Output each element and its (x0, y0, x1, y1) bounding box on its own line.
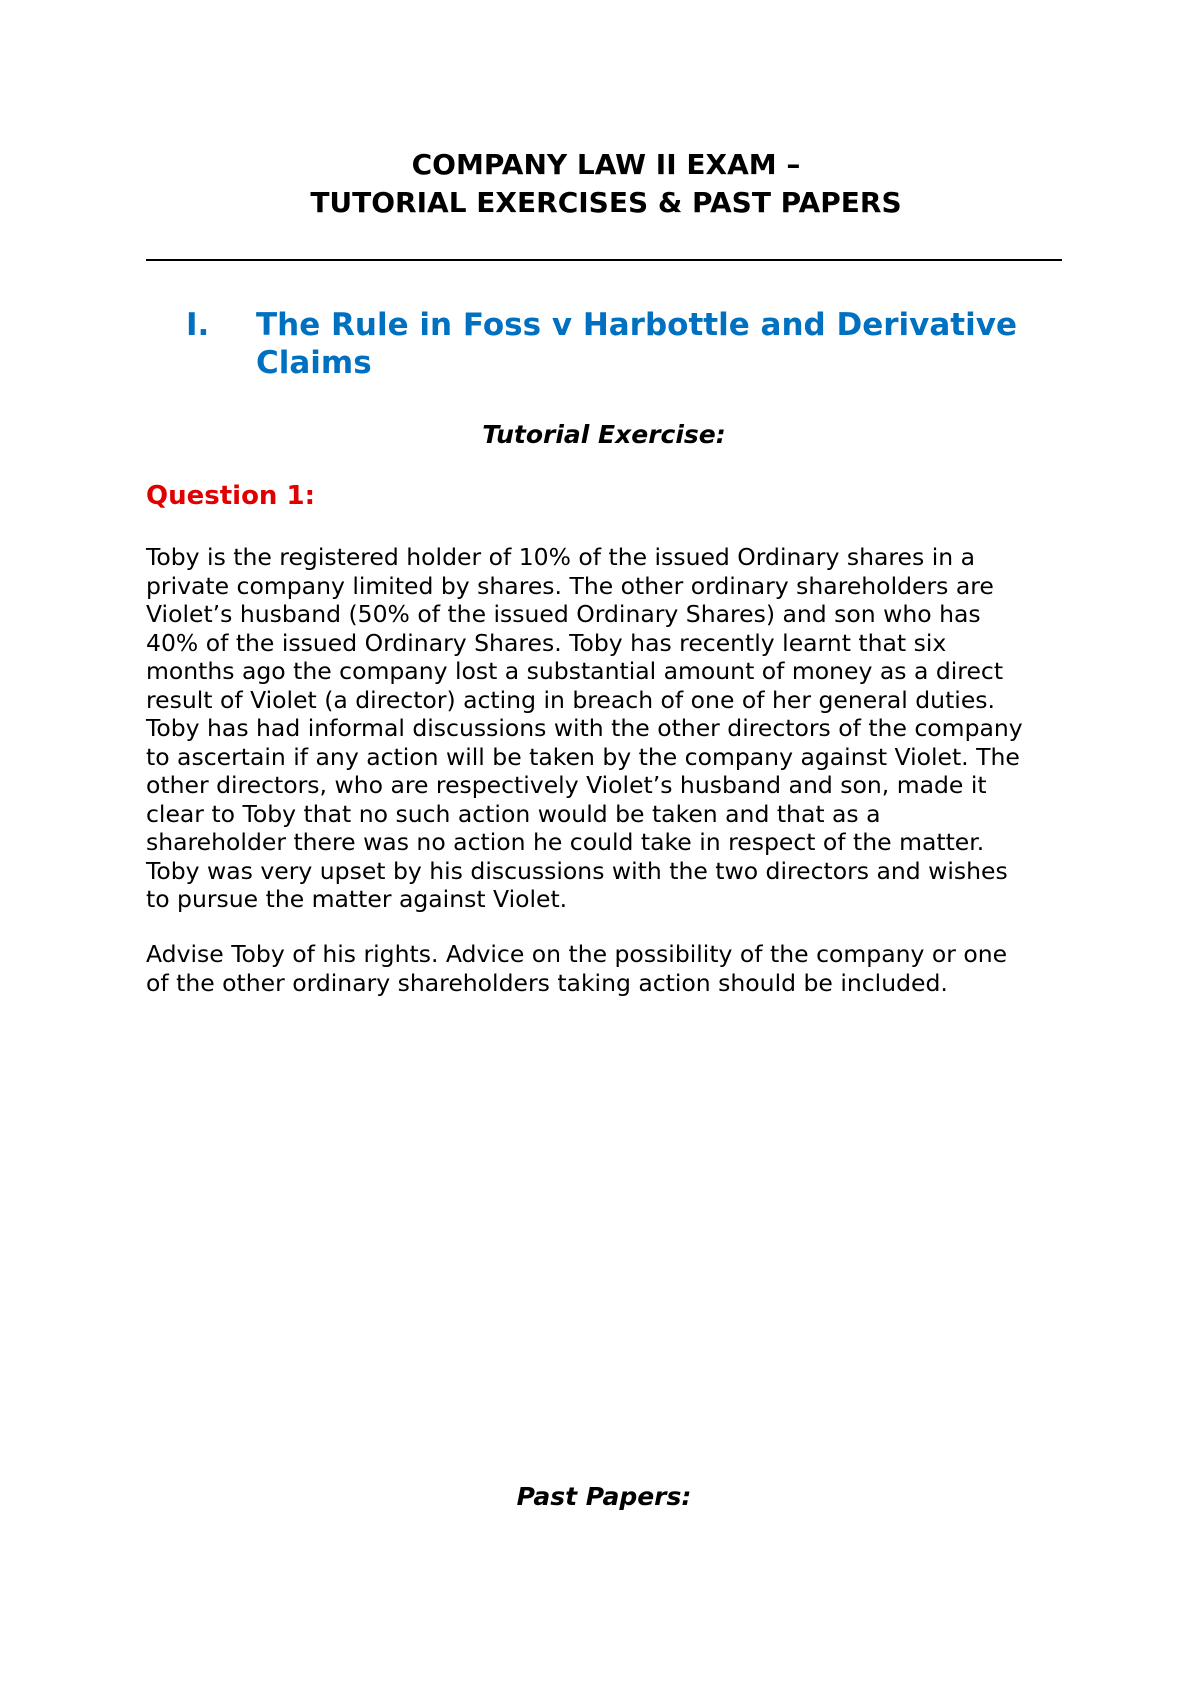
section-number: I. (186, 307, 210, 343)
paragraph-line: months ago the company lost a substantial amount of money as a direct (146, 657, 1004, 685)
paragraph-line: shareholder there was no action he could take in respect of the matter. (146, 828, 985, 856)
paragraph-line: Violet’s husband (50% of the issued Ordinary Shares) and son who has (146, 600, 981, 628)
paragraph-line: other directors, who are respectively Violet’s husband and son, made it (146, 771, 987, 799)
section-heading-text (256, 306, 1096, 382)
paragraph-line: Toby is the registered holder of 10% of the issued Ordinary shares in a (146, 543, 975, 571)
title-line-1: COMPANY LAW II EXAM – (411, 148, 801, 181)
section-heading-line-1: The Rule in Foss v Harbottle and Derivative (256, 307, 1017, 343)
paragraph-line: 40% of the issued Ordinary Shares. Toby has recently learnt that six (146, 628, 947, 657)
paragraph-line: to ascertain if any action will be taken by the company against Violet. The (146, 742, 1020, 771)
question-label: Question 1: (146, 481, 315, 511)
past-papers-label: Past Papers: (516, 1482, 692, 1511)
tutorial-exercise-label: Tutorial Exercise: (482, 420, 726, 449)
paragraph-line: clear to Toby that no such action would be taken and that as a (146, 799, 881, 828)
document-title (146, 146, 1066, 222)
question-paragraph (146, 543, 1066, 914)
paragraph-line: result of Violet (a director) acting in breach of one of her general duties. (146, 685, 995, 714)
paragraph-line: Advise Toby of his rights. Advice on the possibility of the company or one (146, 940, 1008, 968)
section-heading-line-2: Claims (256, 345, 372, 381)
paragraph-line: of the other ordinary shareholders taking action should be included. (146, 968, 948, 997)
paragraph-line: Toby was very upset by his discussions with the two directors and wishes (146, 856, 1008, 885)
title-line-2: TUTORIAL EXERCISES & PAST PAPERS (310, 186, 902, 219)
paragraph-line: private company limited by shares. The other ordinary shareholders are (146, 571, 994, 600)
paragraph-line: Toby has had informal discussions with the other directors of the company (146, 714, 1023, 742)
title-divider (146, 259, 1062, 261)
advise-paragraph (146, 940, 1066, 997)
paragraph-line: to pursue the matter against Violet. (146, 885, 568, 913)
